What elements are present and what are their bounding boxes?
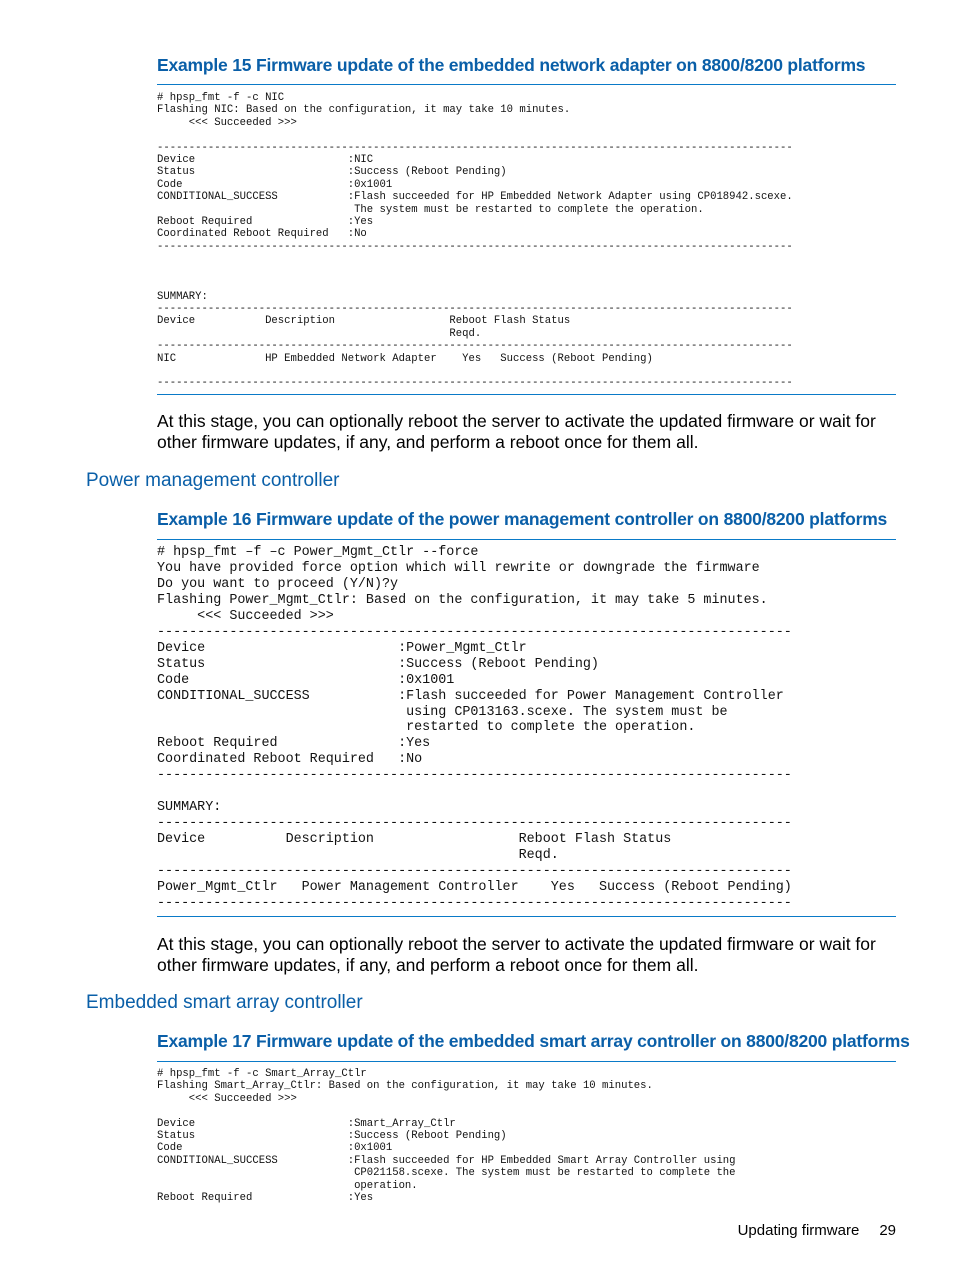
example-15-title: Example 15 Firmware update of the embedded network adapter on 8800/8200 platforms	[157, 55, 866, 75]
example-17-code: # hpsp_fmt -f -c Smart_Array_Ctlr Flashing Smart_Array_Ctlr: Based on the configuration, it may take 10 minutes. <<< Succeeded >>> Device :Smart_Array_Ctlr Status :Success (Reboot Pending) Code :0x1001 CONDITIONAL_SUCCESS :Flash succeeded for HP Embedded Smart Array Controller using CP021158.scexe. The system must be restarted to complete the operation. Reboot Required :Yes	[157, 1068, 736, 1205]
footer-section-name: Updating firmware	[737, 1222, 860, 1239]
page-footer	[738, 1222, 896, 1239]
example-16-bottom-rule	[157, 916, 896, 917]
section-heading-smart-array: Embedded smart array controller	[86, 992, 363, 1013]
section-heading-power-management: Power management controller	[86, 470, 340, 491]
example-15-bottom-rule	[157, 394, 896, 395]
paragraph-reboot-note-1: At this stage, you can optionally reboot the server to activate the updated firmware or wait for other firmware updates, if any, and perform a reboot once for them all.	[157, 411, 876, 452]
example-16-title: Example 16 Firmware update of the power management controller on 8800/8200 platforms	[157, 509, 888, 529]
paragraph-reboot-note-2: At this stage, you can optionally reboot the server to activate the updated firmware or wait for other firmware updates, if any, and perform a reboot once for them all.	[157, 934, 876, 975]
example-15-top-rule	[157, 84, 896, 85]
example-17-title: Example 17 Firmware update of the embedded smart array controller on 8800/8200 platforms	[157, 1031, 910, 1051]
example-16-code: # hpsp_fmt –f –c Power_Mgmt_Ctlr --force You have provided force option which will rewrite or downgrade the firmware Do you want to proceed (Y/N)?y Flashing Power_Mgmt_Ctlr: Based on the configuration, it may take 5 minutes. <<< Succeeded >>> ------------------------------------------------------------------------------- Device :Power_Mgmt_Ctlr Status :Success (Reboot Pending) Code :0x1001 CONDITIONAL_SUCCESS :Flash succeeded for Power Management Controller using CP013163.scexe. The system must be restarted to complete the operation. Reboot Required :Yes Coordinated Reboot Required :No ------------------------------------------------------------------------------- SUMMARY: ------------------------------------------------------------------------------- Device Description Reboot Flash Status Reqd. ------------------------------------------------------------------------------- Power_Mgmt_Ctlr Power Management Controller Yes Success (Reboot Pending) -------------------------------------------------------------------------------	[157, 545, 792, 911]
example-17-top-rule	[157, 1061, 896, 1062]
example-15-code: # hpsp_fmt -f -c NIC Flashing NIC: Based on the configuration, it may take 10 minutes. <<< Succeeded >>> ---------------------------------------------------------------------------------------------------- Device :NIC Status :Success (Reboot Pending) Code :0x1001 CONDITIONAL_SUCCESS :Flash succeeded for HP Embedded Network Adapter using CP018942.scexe. The system must be restarted to complete the operation. Reboot Required :Yes Coordinated Reboot Required :No ---------------------------------------------------------------------------------------------------- SUMMARY: ---------------------------------------------------------------------------------------------------- Device Description Reboot Flash Status Reqd. ---------------------------------------------------------------------------------------------------- NIC HP Embedded Network Adapter Yes Success (Reboot Pending) ----------------------------------------------------------------------------------------------------	[157, 92, 793, 390]
page-number: 29	[879, 1222, 896, 1239]
example-16-top-rule	[157, 539, 896, 540]
